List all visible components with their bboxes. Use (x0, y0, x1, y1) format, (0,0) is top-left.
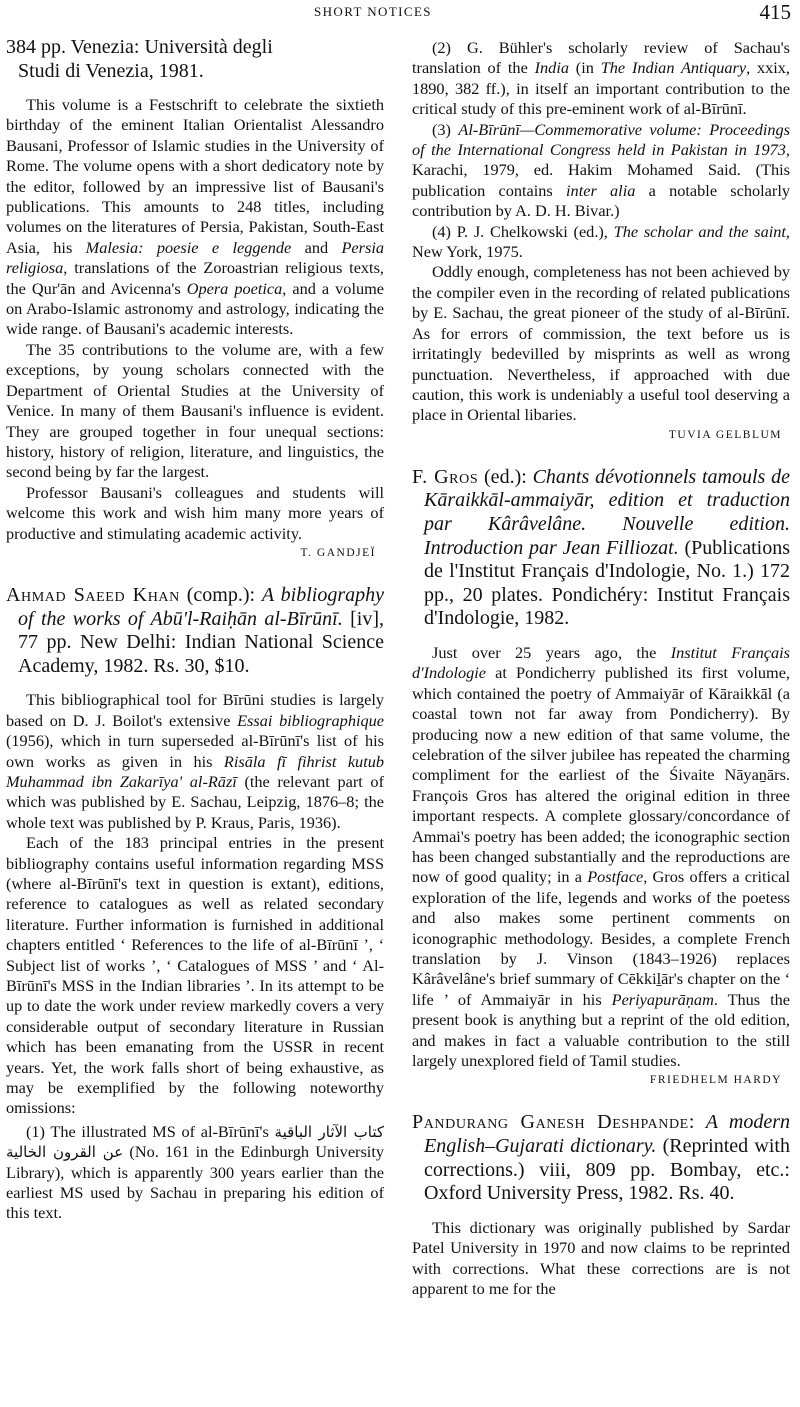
omission-item-3: (3) Al-Bīrūnī—Commemorative volume: Proceedings of the International Congress held in Pakistan in 1973, Karachi, 1979, ed. Hakim Mohamed Said. (This publication contains inter alia a notable scholarly contribution by A. D. H. Bivar.) (412, 119, 790, 221)
notice2-paragraph-1: This bibliographical tool for Bīrūni studies is largely based on D. J. Boilot's extensive Essai bibliographique (1956), which in turn superseded al-Bīrūnī's list of his own works as given in his Risāla fī fihrist kutub Muhammad ibn Zakarīya' al-Rāzī (the relevant part of which was published by E. Sachau, Leipzig, 1876–8; the whole text was published by P. Kraus, Paris, 1936). (6, 690, 384, 832)
notice3-signature: FRIEDHELM HARDY (649, 1074, 782, 1087)
notice3-heading: F. Gros (ed.): Chants dévotionnels tamouls de Kāraikkāl-ammaiyār, edition et traduction par Kârâvelâne. Nouvelle edition. Introduction par Jean Filliozat. (Publications de l'Institut Français d'Indologie, No. 1.) 172 pp., 20 plates. Pondichéry: Institut Français d'Indologie, 1982. (412, 465, 790, 630)
running-header (0, 0, 800, 26)
omission-item-2: (2) G. Bühler's scholarly review of Sachau's translation of the India (in The Indian Antiquary, xxix, 1890, 382 ff.), in itself an important contribution to the critical study of this pre-eminent work of al-Bīrūnī. (412, 38, 790, 119)
notice4-paragraph-1: This dictionary was originally published by Sardar Patel University in 1970 and now claims to be reprinted with corrections. What these corrections are is not apparent to me for the (412, 1217, 790, 1298)
notice2-paragraph-3: Oddly enough, completeness has not been achieved by the compiler even in the recording of related publications by E. Sachau, the great pioneer of the study of al-Bīrūnī. As for errors of commission, the text before us is irritatingly bedevilled by misprints as well as wrong punctuation. Nevertheless, if approached with due caution, this work is undeniably a useful tool deserving a place in Oriental libaries. (412, 262, 790, 425)
arabic-title: كتاب الآثار الباقية عن القرون الخالية (6, 1122, 384, 1162)
notice3-paragraph-1: Just over 25 years ago, the Institut Français d'Indologie at Pondicherry published its first volume, which contained the poetry of Ammaiyār of Kāraikkāl (a coastal town not far away from Pondicherry). By producing now a new edition of that same volume, the celebration of the silver jubilee has repeated the charming compliment for the earliest of the Śivaite Nāyaṉārs. François Gros has altered the original edition in three important respects. A complete glossary/concordance of Ammai's poetry has been added; the iconographic section has been changed substantially and the reproductions are now of good quality; in a Postface, Gros offers a critical exploration of the life, legends and works of the poetess and also makes some pertinent comments on iconographic methodology. Besides, a complete French translation by J. Vinson (1843–1926) replaces Kârâvelâne's brief summary of Cēkkiḻār's chapter on the ‘ life ’ of Ammaiyār in his Periyapurāṇam. Thus the present book is anything but a reprint of the old edition, and makes in fact a valuable contribution to the still largely unexplored field of Tamil studies. (412, 642, 790, 1070)
page-number: 415 (759, 0, 791, 24)
review1-paragraph-3: Professor Bausani's colleagues and students will welcome this work and wish him many more years of productive and stimulating academic activity. (6, 482, 384, 543)
omission-item-4: (4) P. J. Chelkowski (ed.), The scholar and the saint, New York, 1975. (412, 221, 790, 262)
continued-heading-line-1: 384 pp. Venezia: Università degli (6, 36, 273, 58)
notice2-paragraph-2: Each of the 183 principal entries in the present bibliography contains useful information regarding MSS (where al-Bīrūnī's text in question is extant), editions, reference to catalogues as well as related secondary literature. Further information is furnished in additional chapters entitled ‘ References to the life of al-Bīrūnī ’, ‘ Subject list of works ’, ‘ Catalogues of MSS ’ and ‘ Al-Bīrūnī's MSS in the Indian libraries ’. In its attempt to be up to date the work under review markedly covers a very considerable output of secondary literature in Russian which has been emanating from the USSR in recent years. Yet, the work falls short of being exhaustive, as may be exemplified by the following noteworthy omissions: (6, 833, 384, 1118)
omission-item-1: (1) The illustrated MS of al-Bīrūnī's كتاب الآثار الباقية عن القرون الخالية (No. 161 in the Edinburgh University Library), which is apparently 300 years earlier than the earliest MS used by Sachau in preparing his edition of this text. (6, 1121, 384, 1223)
review1-paragraph-1: This volume is a Festschrift to celebrate the sixtieth birthday of the eminent Italian Orientalist Alessandro Bausani, Professor of Islamic studies in the University of Rome. The volume opens with a short dedicatory note by the editor, followed by an impressive list of Bausani's publications. This amounts to 248 titles, including volumes on the literatures of Persia, Pakistan, South-East Asia, his Malesia: poesie e leggende and Persia religiosa, translations of the Zoroastrian religious texts, the Qur'ān and Avicenna's Opera poetica, and a volume on Arabo-Islamic astronomy and astrology, indicating the wide range. of Bausani's academic interests. (6, 95, 384, 339)
right-column (412, 38, 790, 1299)
left-column (6, 36, 384, 1224)
review1-paragraph-2: The 35 contributions to the volume are, with a few exceptions, by young scholars connected with the Department of Oriental Studies at the University of Venice. In many of them Bausani's influence is evident. They are grouped together in four unequal sections: history, history of religion, literature, and linguistics, the second being by far the largest. (6, 339, 384, 482)
notice4-heading: Pandurang Ganesh Deshpande: A modern English–Gujarati dictionary. (Reprinted with corrections.) viii, 809 pp. Bombay, etc.: Oxford University Press, 1982. Rs. 40. (412, 1111, 790, 1205)
notice2-heading: Ahmad Saeed Khan (comp.): A bibliography of the works of Abū'l-Raiḥān al-Bīrūnī. [iv], 77 pp. New Delhi: Indian National Science Academy, 1982. Rs. 30, $10. (6, 583, 384, 677)
continued-heading-line-2: Studi di Venezia, 1981. (18, 59, 204, 82)
running-head: SHORT NOTICES (314, 4, 432, 19)
review1-signature: T. GANDJEÏ (300, 546, 376, 559)
notice2-signature: TUVIA GELBLUM (668, 428, 782, 441)
